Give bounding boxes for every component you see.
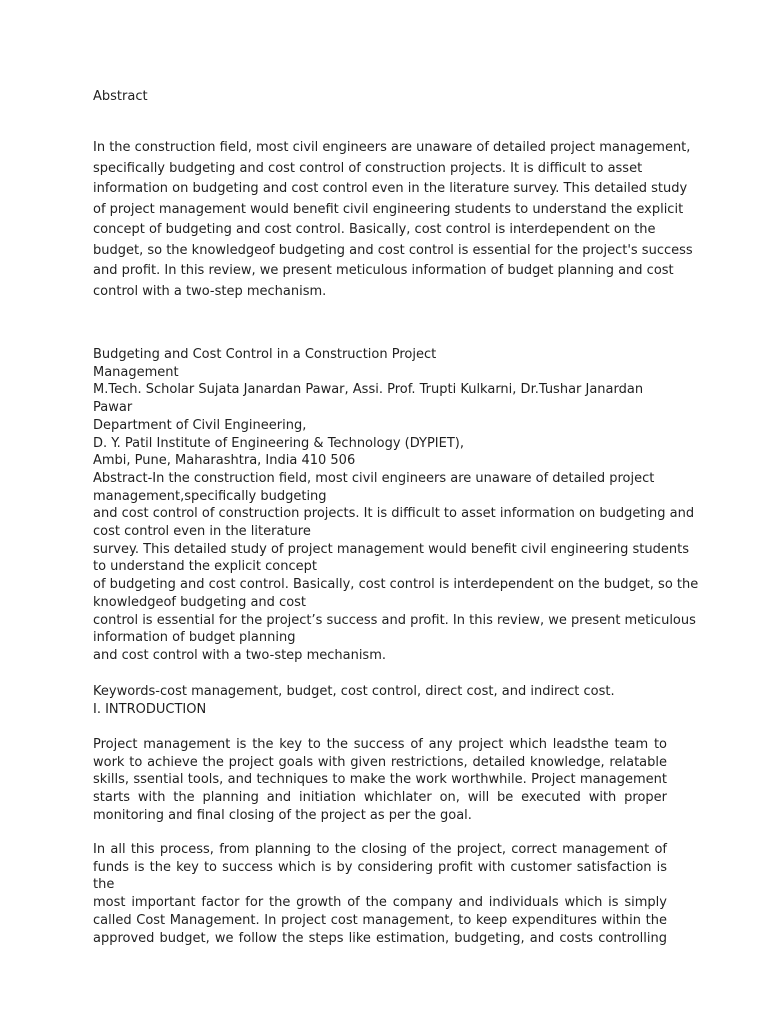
intro-line: most important factor for the growth of the company and individuals which is simply xyxy=(93,895,667,911)
intro-line: work to achieve the project goals with given restrictions, detailed knowledge, relatable xyxy=(93,754,667,770)
abstract-line: and profit. In this review, we present meticulous information of budget planning and cost xyxy=(93,263,674,278)
paper-abstract-line: and cost control with a two-step mechanism. xyxy=(93,647,387,663)
intro-line: In all this process, from planning to the closing of the project, correct management of xyxy=(93,842,667,857)
intro-line: starts with the planning and initiation whichlater on, will be executed with proper xyxy=(93,790,667,806)
paper-abstract-line: knowledgeof budgeting and cost xyxy=(93,594,307,610)
affiliation-line: Department of Civil Engineering, xyxy=(93,417,307,433)
abstract-paragraph xyxy=(93,138,693,302)
paper-abstract-line: survey. This detailed study of project management would benefit civil engineering students xyxy=(93,541,690,557)
keywords-block xyxy=(93,683,683,718)
abstract-heading: Abstract xyxy=(93,89,148,104)
keywords-line: Keywords-cost management, budget, cost control, direct cost, and indirect cost. xyxy=(93,684,615,699)
paper-title-line: Budgeting and Cost Control in a Construction Project xyxy=(93,347,437,362)
intro-paragraph-2 xyxy=(93,841,683,947)
paper-abstract-line: and cost control of construction projects. It is difficult to asset information on budgeting and xyxy=(93,506,695,522)
abstract-line: information on budgeting and cost control even in the literature survey. This detailed study xyxy=(93,181,688,196)
intro-line: monitoring and final closing of the project as per the goal. xyxy=(93,807,472,823)
paper-abstract-line: management,specifically budgeting xyxy=(93,488,327,504)
section-heading-introduction: I. INTRODUCTION xyxy=(93,701,207,717)
abstract-line: In the construction field, most civil engineers are unaware of detailed project management, xyxy=(93,140,691,155)
paper-abstract-line: information of budget planning xyxy=(93,630,296,646)
intro-line: skills, ssential tools, and techniques to make the work worthwhile. Project management xyxy=(93,772,667,788)
abstract-line: control with a two-step mechanism. xyxy=(93,283,327,299)
intro-line: called Cost Management. In project cost management, to keep expenditures within the xyxy=(93,912,667,928)
affiliation-line: D. Y. Patil Institute of Engineering & Technology (DYPIET), xyxy=(93,435,465,451)
abstract-line: budget, so the knowledgeof budgeting and cost control is essential for the project's success xyxy=(93,242,693,258)
intro-paragraph-1 xyxy=(93,736,683,825)
paper-abstract-line: of budgeting and cost control. Basically, cost control is interdependent on the budget, so the xyxy=(93,577,699,593)
intro-line: approved budget, we follow the steps like estimation, budgeting, and costs controlling xyxy=(93,930,667,946)
abstract-line: concept of budgeting and cost control. Basically, cost control is interdependent on the xyxy=(93,222,656,237)
affiliation-line: Ambi, Pune, Maharashtra, India 410 506 xyxy=(93,453,356,469)
intro-line: Project management is the key to the success of any project which leadsthe team to xyxy=(93,737,667,752)
authors-line: Pawar xyxy=(93,400,133,416)
abstract-line: specifically budgeting and cost control of construction projects. It is difficult to asset xyxy=(93,160,643,176)
abstract-line: of project management would benefit civil engineering students to understand the explicit xyxy=(93,201,684,217)
paper-title-line: Management xyxy=(93,364,179,380)
paper-abstract-line: to understand the explicit concept xyxy=(93,559,317,575)
paper-abstract-line: cost control even in the literature xyxy=(93,524,311,540)
authors-line: M.Tech. Scholar Sujata Janardan Pawar, Assi. Prof. Trupti Kulkarni, Dr.Tushar Janardan xyxy=(93,382,644,398)
paper-header-block xyxy=(93,346,699,665)
paper-abstract-line: Abstract-In the construction field, most civil engineers are unaware of detailed project xyxy=(93,470,655,486)
paper-abstract-line: control is essential for the project’s success and profit. In this review, we present meticulous xyxy=(93,612,696,628)
intro-line: funds is the key to success which is by considering profit with customer satisfaction is the xyxy=(93,859,667,893)
